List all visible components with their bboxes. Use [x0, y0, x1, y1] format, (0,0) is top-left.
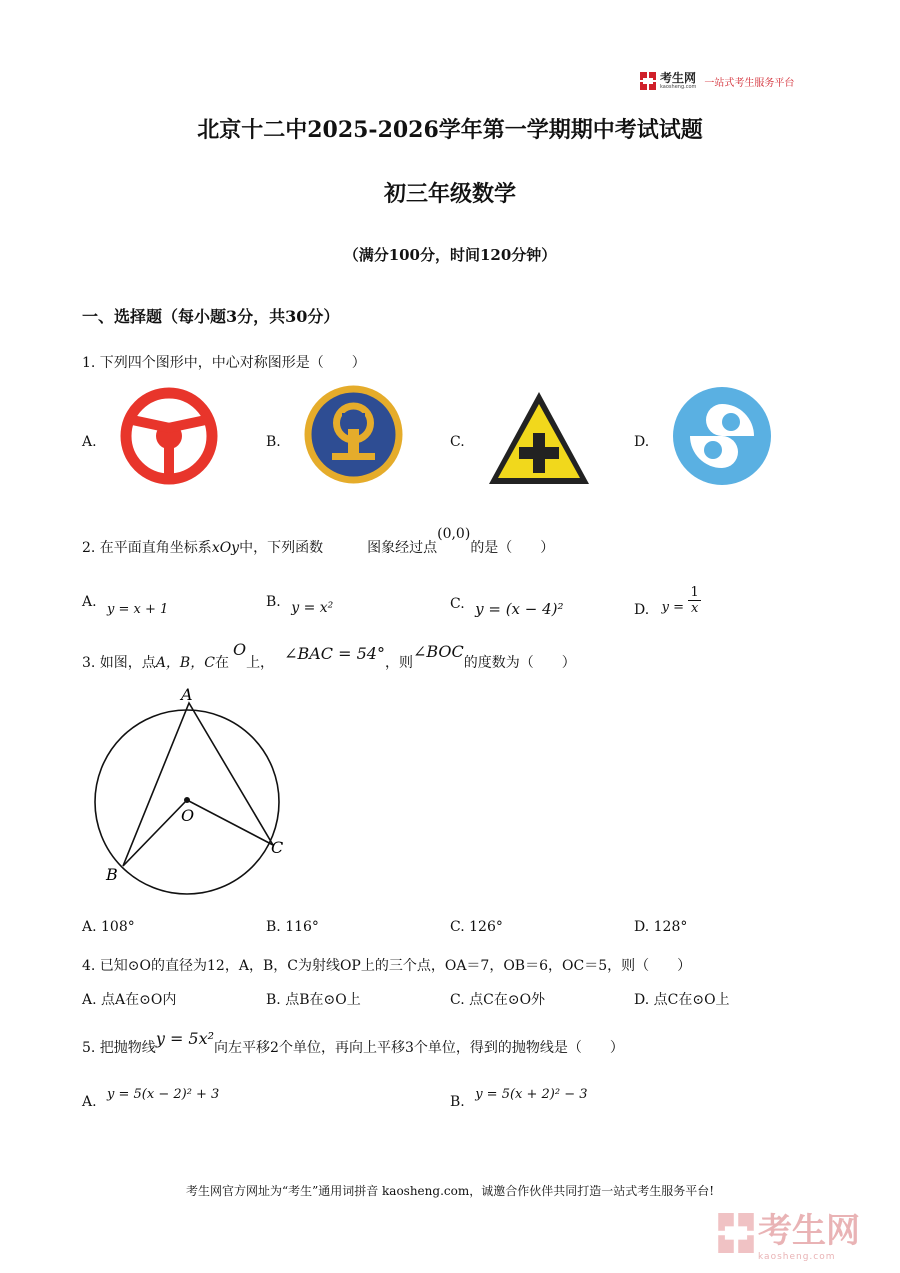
- q5-option-b: [450, 1087, 588, 1110]
- q2-option-b: [266, 594, 334, 616]
- watermark-logo-icon: [718, 1213, 754, 1253]
- q3-option-d-label: D.: [634, 919, 650, 935]
- q3-stem-part-a: 3. 如图，点: [82, 655, 156, 671]
- q3-option-b-value: 116°: [285, 919, 319, 935]
- q3-asked-angle: ∠BOC: [412, 642, 464, 661]
- q4-option-a-label: A.: [82, 992, 97, 1008]
- q3-triangle-sides: [123, 703, 273, 866]
- q1-option-d-label: D.: [634, 434, 650, 450]
- q2-option-c-expr: y = (x − 4)²: [475, 600, 564, 618]
- q1-railway-emblem-figure: [302, 383, 405, 486]
- q1-option-a-label: A.: [82, 434, 97, 450]
- q2-point: (0,0): [437, 526, 471, 542]
- question-3-stem: [82, 640, 576, 672]
- q2-option-d-numerator: 1: [690, 585, 699, 600]
- q5-parabola-expr: y = 5x²: [155, 1029, 215, 1048]
- q3-points: A，B，C: [155, 655, 215, 671]
- q3-circle-name: O: [232, 640, 247, 659]
- q3-given-angle: ∠BAC = 54°: [284, 644, 385, 663]
- exam-title: 北京十二中2025-2026学年第一学期期中考试试题: [197, 117, 703, 143]
- q4-option-c-text: 点C在⊙O外: [469, 992, 546, 1008]
- q3-option-b-label: B.: [266, 919, 281, 935]
- q3-circle-figure: [90, 685, 290, 895]
- q2-option-a-expr: y = x + 1: [107, 602, 169, 617]
- question-1-stem: 1. 下列四个图形中，中心对称图形是（ ）: [82, 355, 366, 371]
- q2-option-b-label: B.: [266, 594, 281, 610]
- logo-domain: kaosheng.com: [660, 83, 697, 90]
- q3-label-a: A: [181, 685, 193, 704]
- q2-option-a: [82, 594, 169, 617]
- q3-stem-part-c: 上，: [246, 655, 275, 671]
- q2-stem-part-c: 图象经过点: [367, 540, 438, 556]
- q3-circle-symbol: [233, 640, 246, 659]
- q2-option-c-label: C.: [450, 596, 465, 612]
- q3-option-a-value: 108°: [101, 919, 135, 935]
- q3-option-a-label: A.: [82, 919, 97, 935]
- q2-option-a-label: A.: [82, 594, 97, 610]
- q2-option-b-expr: y = x²: [291, 600, 334, 616]
- q5-stem-part-b: 向左平移2个单位，再向上平移3个单位，得到的抛物线是（ ）: [214, 1040, 624, 1056]
- q2-option-d-fraction: [688, 585, 700, 616]
- q3-stem-part-d: ，则: [384, 655, 413, 671]
- q2-stem-part-a: 2. 在平面直角坐标系: [82, 540, 212, 556]
- kaosheng-logo-icon: [640, 72, 656, 90]
- q1-option-b-label: B.: [266, 434, 281, 450]
- q3-option-b: [266, 919, 319, 935]
- q2-option-d: [634, 585, 701, 616]
- q3-option-c-value: 126°: [469, 919, 503, 935]
- q4-option-d: [634, 989, 730, 1009]
- q1-option-c-label: C.: [450, 434, 465, 450]
- q2-coord-system: xOy: [211, 540, 240, 556]
- q3-option-d-value: 128°: [653, 919, 688, 935]
- q4-option-d-label: D.: [634, 992, 650, 1008]
- watermark: [718, 1203, 860, 1262]
- q4-option-a-text: 点A在⊙O内: [101, 992, 177, 1008]
- header-logo[interactable]: [640, 72, 794, 90]
- footer-notice[interactable]: 考生网官方网址为“考生”通用词拼音 kaosheng.com，诚邀合作伙伴共同打造一站式考生服务平台!: [185, 1184, 715, 1198]
- q3-stem-part-e: 的度数为（ ）: [463, 655, 576, 671]
- q2-stem-part-d: 的是（ ）: [470, 540, 555, 556]
- q4-option-b-label: B.: [266, 992, 281, 1008]
- q2-option-d-label: D.: [634, 601, 650, 618]
- q4-option-c: [450, 989, 545, 1009]
- q3-option-a: [82, 919, 135, 935]
- q3-center-dot: [184, 797, 190, 803]
- q3-label-c: C: [271, 838, 284, 857]
- q2-option-d-lhs: y =: [661, 599, 685, 615]
- q3-stem-part-b: 在: [214, 655, 229, 671]
- q1-steering-wheel-figure: [118, 386, 220, 486]
- watermark-text: 考生网: [758, 1211, 860, 1251]
- q5-option-a-expr: y = 5(x − 2)² + 3: [107, 1087, 220, 1102]
- q3-label-b: B: [106, 865, 118, 884]
- q4-option-b: [266, 989, 361, 1009]
- q3-option-c: [450, 919, 503, 935]
- q5-option-a: [82, 1087, 220, 1110]
- q4-option-d-text: 点C在⊙O上: [653, 992, 730, 1008]
- logo-name: 考生网: [660, 70, 697, 85]
- q5-option-b-expr: y = 5(x + 2)² − 3: [475, 1087, 588, 1102]
- q5-stem-part-a: 5. 把抛物线: [82, 1040, 156, 1056]
- q4-option-b-text: 点B在⊙O上: [285, 992, 361, 1008]
- exam-subject: 初三年级数学: [383, 181, 516, 207]
- q4-option-a: [82, 989, 176, 1009]
- section-heading: 一、选择题（每小题3分，共30分）: [82, 307, 340, 326]
- watermark-domain: kaosheng.com: [758, 1252, 836, 1262]
- q2-option-d-denominator: x: [690, 601, 699, 616]
- q5-option-b-label: B.: [450, 1094, 465, 1110]
- question-5-stem: [82, 1029, 624, 1057]
- logo-slogan: 一站式考生服务平台: [704, 77, 795, 89]
- q2-stem-part-b: 中，下列函数: [239, 540, 324, 556]
- exam-info: （满分100分，时间120分钟）: [343, 246, 557, 264]
- q3-label-o: O: [181, 806, 195, 825]
- q1-warning-sign-figure: [487, 390, 591, 486]
- question-2-stem: [82, 526, 555, 557]
- q5-option-a-label: A.: [82, 1094, 97, 1110]
- q2-option-c: [450, 594, 564, 618]
- q3-option-d: [634, 919, 687, 935]
- question-4-stem: 4. 已知⊙O的直径为12，A，B，C为射线OP上的三个点，OA＝7，OB＝6，OC＝5，则（ ）: [82, 958, 692, 974]
- q4-option-c-label: C.: [450, 992, 465, 1008]
- q3-option-c-label: C.: [450, 919, 465, 935]
- q1-swirl-logo-figure: [671, 386, 773, 486]
